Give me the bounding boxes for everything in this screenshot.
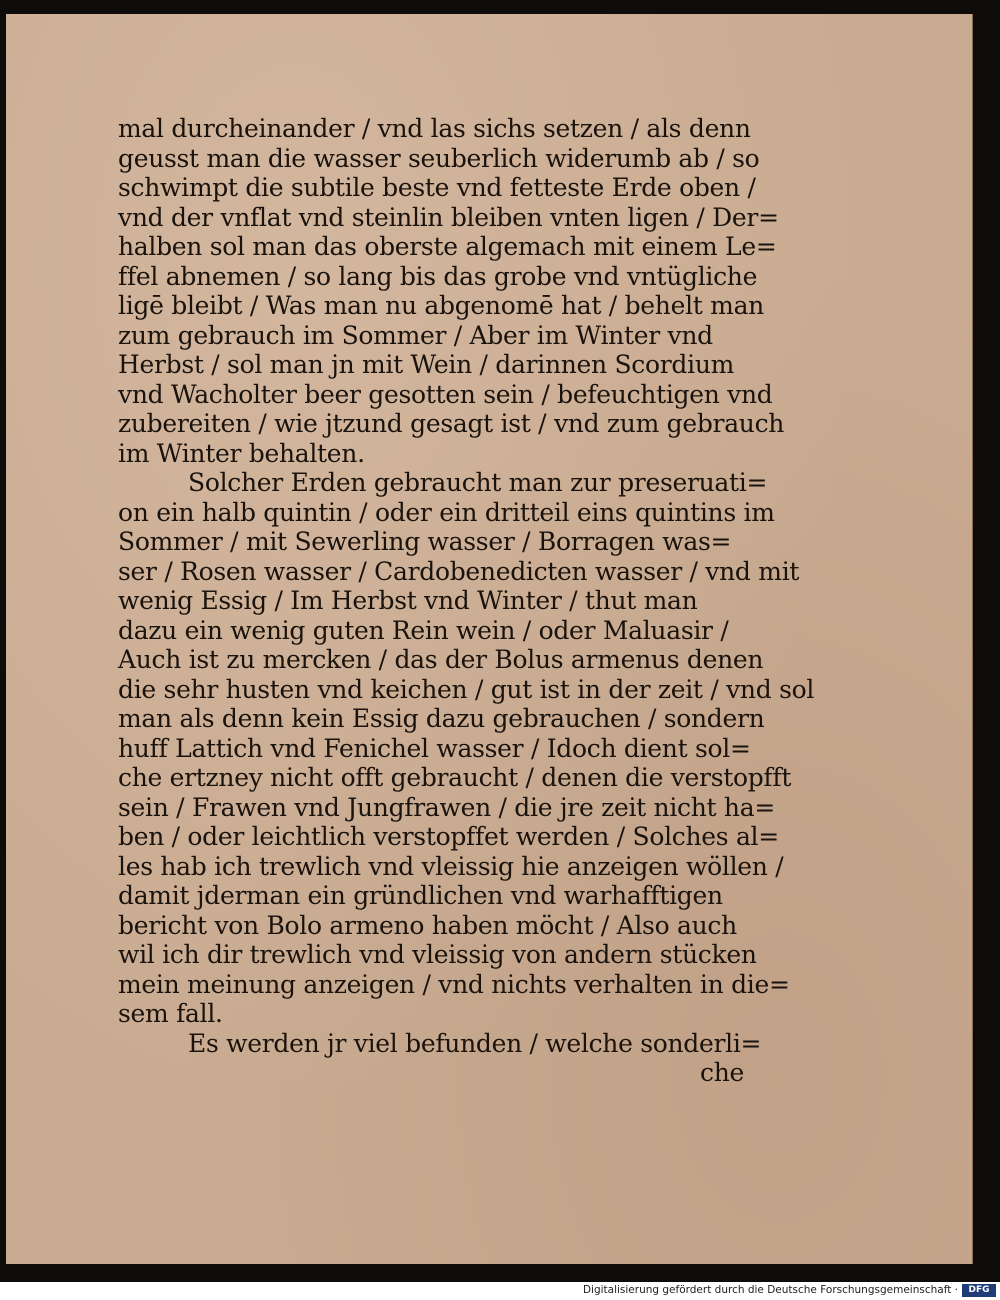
- text-line: les hab ich trewlich vnd vleissig hie anzeigen wöllen /: [118, 851, 784, 881]
- text-line: bericht von Bolo armeno haben möcht / Also auch: [118, 910, 737, 940]
- text-line: huff Lattich vnd Fenichel wasser / Idoch dient sol=: [118, 733, 751, 763]
- text-line: ser / Rosen wasser / Cardobenedicten wasser / vnd mit: [118, 556, 800, 586]
- page-text: [118, 114, 815, 1088]
- text-line: zubereiten / wie jtzund gesagt ist / vnd zum gebrauch: [118, 409, 785, 438]
- catchword: che: [700, 1058, 744, 1087]
- text-line: Sommer / mit Sewerling wasser / Borragen was=: [118, 527, 732, 556]
- text-line: vnd der vnflat vnd steinlin bleiben vnten ligen / Der=: [118, 202, 779, 232]
- text-line: che ertzney nicht offt gebraucht / denen die verstopfft: [118, 763, 792, 792]
- paragraph-start-line: Solcher Erden gebraucht man zur preseruati=: [188, 468, 768, 497]
- dfg-logo-icon: DFG: [962, 1284, 996, 1297]
- text-line: zum gebrauch im Sommer / Aber im Winter vnd: [118, 320, 713, 350]
- text-line: ligē bleibt / Was man nu abgenomē hat / behelt man: [118, 291, 764, 320]
- text-line: vnd Wacholter beer gesotten sein / befeuchtigen vnd: [118, 379, 773, 409]
- text-line: Herbst / sol man jn mit Wein / darinnen Scordium: [118, 350, 735, 379]
- text-line: im Winter behalten.: [118, 438, 365, 468]
- text-line: on ein halb quintin / oder ein dritteil eins quintins im: [118, 497, 775, 527]
- book-page: [6, 14, 973, 1264]
- text-line: sem fall.: [118, 999, 223, 1028]
- text-line: ffel abnemen / so lang bis das grobe vnd vntügliche: [118, 261, 758, 291]
- text-line: man als denn kein Essig dazu gebrauchen / sondern: [118, 704, 765, 733]
- text-line: wenig Essig / Im Herbst vnd Winter / thut man: [118, 586, 698, 615]
- text-line: geusst man die wasser seuberlich widerumb ab / so: [118, 143, 760, 173]
- text-line: mal durcheinander / vnd las sichs setzen / als denn: [118, 114, 751, 143]
- text-line: die sehr husten vnd keichen / gut ist in der zeit / vnd sol: [118, 674, 815, 704]
- text-line: damit jderman ein gründlichen vnd warhafftigen: [118, 881, 723, 910]
- paragraph-start-line: Es werden jr viel befunden / welche sonderli=: [188, 1028, 762, 1058]
- text-line: sein / Frawen vnd Jungfrawen / die jre zeit nicht ha=: [118, 792, 775, 822]
- text-line: wil ich dir trewlich vnd vleissig von andern stücken: [118, 940, 757, 969]
- text-line: mein meinung anzeigen / vnd nichts verhalten in die=: [118, 969, 790, 999]
- text-line: dazu ein wenig guten Rein wein / oder Maluasir /: [118, 615, 729, 645]
- funding-credit: Digitalisierung gefördert durch die Deutsche Forschungsgemeinschaft ·: [582, 1284, 958, 1296]
- text-line: ben / oder leichtlich verstopffet werden / Solches al=: [118, 822, 779, 851]
- text-line: Auch ist zu mercken / das der Bolus armenus denen: [118, 645, 764, 674]
- digitization-footer: [0, 1282, 1000, 1300]
- text-line: schwimpt die subtile beste vnd fetteste Erde oben /: [118, 173, 756, 202]
- text-line: halben sol man das oberste algemach mit einem Le=: [118, 232, 777, 261]
